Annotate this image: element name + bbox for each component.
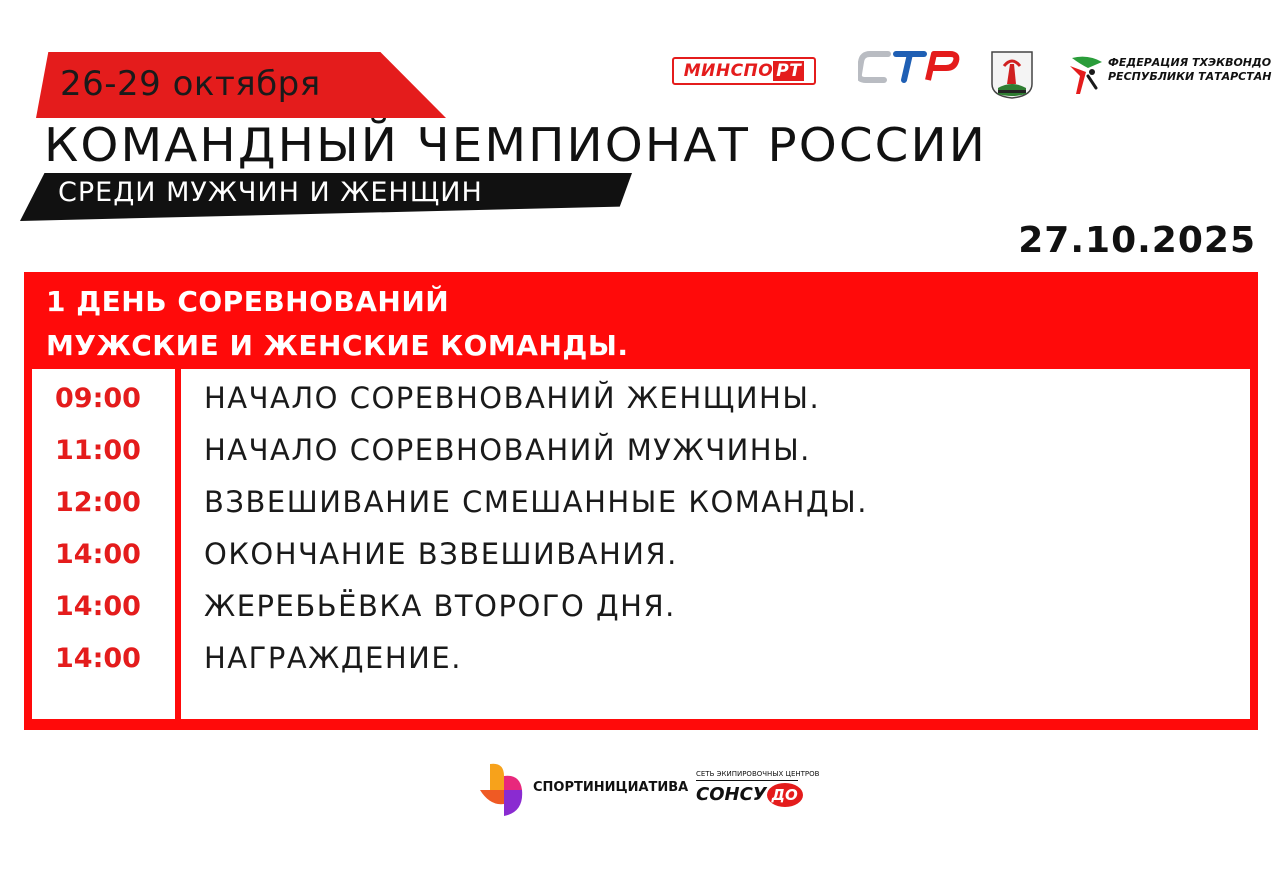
schedule-event: ВЗВЕШИВАНИЕ СМЕШАННЫЕ КОМАНДЫ.: [204, 485, 868, 519]
city-emblem-icon: [990, 50, 1034, 100]
page-title: КОМАНДНЫЙ ЧЕМПИОНАТ РОССИИ: [44, 118, 987, 172]
schedule-time: 14:00: [55, 591, 141, 622]
event-dates: 26-29 октября: [60, 64, 321, 104]
minsport-logo-text: МИНСПО: [683, 61, 774, 81]
schedule-time: 11:00: [55, 435, 141, 466]
document-date: 27.10.2025: [1018, 220, 1256, 261]
sonsudo-logo-text: СОНСУ: [696, 784, 767, 805]
sonsudo-logo-do: ДО: [767, 783, 803, 807]
schedule-divider: [175, 369, 181, 719]
schedule-time: 09:00: [55, 383, 141, 414]
ctp-logo: [858, 48, 962, 84]
taekwondo-federation-icon: [1066, 52, 1106, 96]
schedule-time: 14:00: [55, 643, 141, 674]
federation-line-1: ФЕДЕРАЦИЯ ТХЭКВОНДО: [1108, 56, 1272, 69]
schedule-heading-day: 1 ДЕНЬ СОРЕВНОВАНИЙ: [46, 285, 450, 318]
sport-initiative-name: СПОРТИНИЦИАТИВА: [533, 780, 689, 795]
taekwondo-federation-name: [1108, 56, 1271, 84]
sonsudo-tagline: СЕТЬ ЭКИПИРОВОЧНЫХ ЦЕНТРОВ: [696, 768, 798, 781]
schedule-event: ОКОНЧАНИЕ ВЗВЕШИВАНИЯ.: [204, 537, 678, 571]
schedule-event: НАГРАЖДЕНИЕ.: [204, 641, 462, 675]
schedule-time: 14:00: [55, 539, 141, 570]
schedule-event: НАЧАЛО СОРЕВНОВАНИЙ ЖЕНЩИНЫ.: [204, 381, 821, 415]
minsport-logo-rt: РТ: [773, 61, 804, 81]
page-subtitle: СРЕДИ МУЖЧИН И ЖЕНЩИН: [58, 177, 483, 208]
minsport-logo: [672, 57, 816, 85]
schedule-time: 12:00: [55, 487, 141, 518]
schedule-event: НАЧАЛО СОРЕВНОВАНИЙ МУЖЧИНЫ.: [204, 433, 811, 467]
schedule-event: ЖЕРЕБЬЁВКА ВТОРОГО ДНЯ.: [204, 589, 676, 623]
sport-initiative-icon: [476, 760, 530, 820]
schedule-heading: [46, 280, 628, 368]
federation-line-2: РЕСПУБЛИКИ ТАТАРСТАН: [1108, 70, 1272, 83]
schedule-heading-teams: МУЖСКИЕ И ЖЕНСКИЕ КОМАНДЫ.: [46, 329, 629, 362]
sonsudo-logo: [696, 783, 803, 807]
